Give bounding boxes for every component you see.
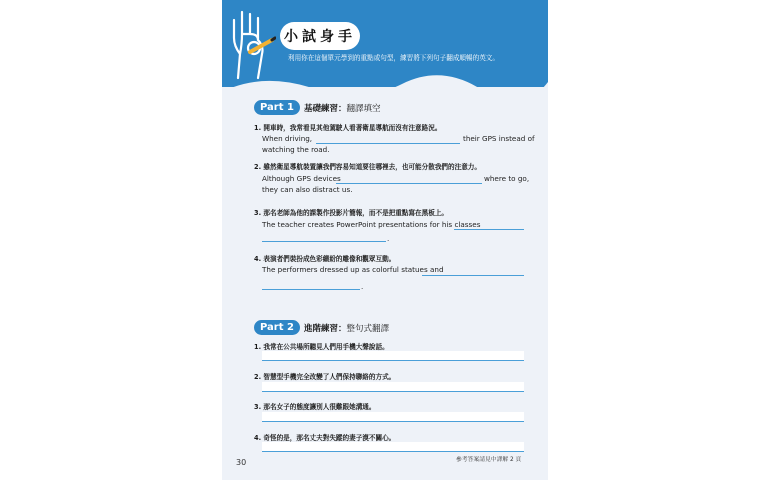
part1-q1-sentence-end: watching the road. bbox=[262, 145, 330, 154]
part2-question-4: 4. 奇怪的是，那名丈夫對失蹤的妻子漠不關心。 bbox=[254, 434, 396, 442]
part1-q4-blank-1[interactable] bbox=[422, 268, 524, 276]
part1-q2-sentence-start: Although GPS devices bbox=[262, 174, 341, 183]
part1-q2-sentence-mid: where to go, bbox=[484, 174, 530, 183]
part1-heading bbox=[254, 100, 381, 115]
part2-title: 進階練習：整句式翻譯 bbox=[303, 323, 389, 334]
part1-q2-blank[interactable] bbox=[336, 176, 482, 184]
part1-question-2: 2. 雖然衛星導航裝置讓我們容易知道要往哪裡去，也可能分散我們的注意力。 bbox=[254, 163, 481, 171]
part2-question-1: 1. 我常在公共場所聽見人們用手機大聲說話。 bbox=[254, 343, 389, 351]
part2-question-3: 3. 那名女子的態度讓別人很難跟她溝通。 bbox=[254, 403, 376, 411]
part1-q3-period: . bbox=[387, 234, 390, 243]
part1-badge: Part 1 bbox=[254, 100, 300, 115]
part1-q4-sentence-start: The performers dressed up as colorful statues and bbox=[262, 265, 444, 274]
part2-badge: Part 2 bbox=[254, 320, 300, 335]
section-instructions: 利用你在這個單元學到的重點或句型，練習將下列句子翻成順暢的英文。 bbox=[288, 54, 499, 62]
part1-question-1: 1. 開車時，我常看見其他駕駛人看著衛星導航而沒有注意路況。 bbox=[254, 124, 442, 132]
part2-heading bbox=[254, 320, 389, 335]
part2-answer-2[interactable] bbox=[262, 382, 524, 392]
part1-q1-sentence-mid: their GPS instead of bbox=[463, 134, 535, 143]
workbook-page bbox=[222, 0, 548, 480]
part1-q4-blank-2[interactable] bbox=[262, 282, 360, 290]
part1-q1-sentence-start: When driving, bbox=[262, 134, 313, 143]
part1-q3-blank-1[interactable] bbox=[454, 222, 524, 230]
part2-answer-4[interactable] bbox=[262, 442, 524, 452]
header-banner bbox=[222, 0, 548, 87]
part2-answer-3[interactable] bbox=[262, 412, 524, 422]
part1-q4-period: . bbox=[361, 282, 364, 291]
answer-key-note: 參考答案請見中譯解 2 頁 bbox=[456, 457, 522, 463]
part1-q2-sentence-end: they can also distract us. bbox=[262, 185, 353, 194]
part1-title: 基礎練習：翻譯填空 bbox=[303, 103, 381, 114]
part1-q1-blank[interactable] bbox=[316, 136, 460, 144]
part1-q3-blank-2[interactable] bbox=[262, 234, 386, 242]
section-title: 小試身手 bbox=[280, 22, 360, 50]
part1-question-3: 3. 那名老師為他的課製作投影片簡報，而不是把重點寫在黑板上。 bbox=[254, 209, 449, 217]
part2-question-2: 2. 智慧型手機完全改變了人們保持聯絡的方式。 bbox=[254, 373, 396, 381]
page-number: 30 bbox=[236, 458, 247, 467]
header-wave-divider bbox=[222, 62, 548, 87]
part2-answer-1[interactable] bbox=[262, 351, 524, 361]
part1-question-4: 4. 表演者們裝扮成色彩繽紛的雕像和觀眾互動。 bbox=[254, 255, 396, 263]
part1-q3-sentence-start: The teacher creates PowerPoint presentations for his classes bbox=[262, 220, 481, 229]
